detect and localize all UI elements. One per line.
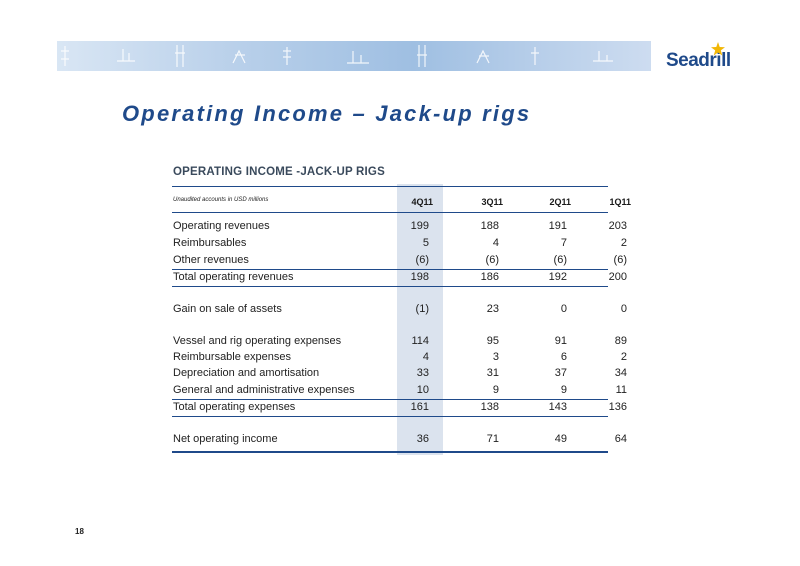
row-label: Depreciation and amortisation bbox=[173, 367, 320, 379]
table-title: OPERATING INCOME -JACK-UP RIGS bbox=[173, 166, 385, 178]
row-label: Gain on sale of assets bbox=[173, 303, 282, 315]
column-header-4q11: 4Q11 bbox=[411, 197, 433, 207]
cell-3q11: 3 bbox=[492, 351, 499, 363]
row-label: Total operating expenses bbox=[173, 401, 296, 413]
cell-2q11: 6 bbox=[560, 351, 567, 363]
cell-2q11: 191 bbox=[548, 220, 567, 232]
row-label: Operating revenues bbox=[173, 220, 270, 232]
table-row bbox=[173, 237, 627, 253]
cell-2q11: 37 bbox=[554, 367, 567, 379]
cell-1q11: (6) bbox=[613, 254, 627, 266]
table-row bbox=[173, 254, 627, 270]
cell-4q11: 36 bbox=[416, 433, 429, 445]
cell-2q11: 9 bbox=[560, 384, 567, 396]
header-banner-image bbox=[57, 41, 651, 71]
subtotal-bottom-rule bbox=[172, 416, 608, 417]
seadrill-logo bbox=[662, 44, 742, 74]
cell-2q11: 49 bbox=[554, 433, 567, 445]
cell-2q11: 7 bbox=[560, 237, 567, 249]
cell-3q11: 188 bbox=[480, 220, 499, 232]
cell-2q11: 192 bbox=[548, 271, 567, 283]
table-top-rule bbox=[172, 186, 608, 187]
table-unit-note: Unaudited accounts in USD millions bbox=[173, 197, 269, 203]
cell-1q11: 2 bbox=[620, 237, 627, 249]
row-label: Net operating income bbox=[173, 433, 278, 445]
table-row-total bbox=[173, 433, 627, 449]
table-row bbox=[173, 367, 627, 383]
cell-3q11: 138 bbox=[480, 401, 499, 413]
cell-1q11: 0 bbox=[620, 303, 627, 315]
cell-4q11: (6) bbox=[415, 254, 429, 266]
cell-3q11: (6) bbox=[485, 254, 499, 266]
cell-1q11: 203 bbox=[608, 220, 627, 232]
cell-1q11: 89 bbox=[614, 335, 627, 347]
cell-4q11: 114 bbox=[411, 335, 429, 347]
row-label: Reimbursables bbox=[173, 237, 247, 249]
subtotal-rule bbox=[172, 399, 608, 400]
cell-1q11: 34 bbox=[614, 367, 627, 379]
table-row bbox=[173, 384, 627, 400]
column-header-1q11: 1Q11 bbox=[609, 197, 631, 207]
table-row bbox=[173, 335, 627, 351]
cell-4q11: 199 bbox=[410, 220, 429, 232]
star-icon bbox=[711, 42, 725, 56]
cell-4q11: 33 bbox=[416, 367, 429, 379]
cell-4q11: 4 bbox=[422, 351, 429, 363]
cell-4q11: 198 bbox=[410, 271, 429, 283]
cell-4q11: 5 bbox=[422, 237, 429, 249]
cell-3q11: 9 bbox=[492, 384, 499, 396]
cell-3q11: 23 bbox=[486, 303, 499, 315]
page-title: Operating Income – Jack-up rigs bbox=[122, 101, 532, 126]
column-header-2q11: 2Q11 bbox=[549, 197, 571, 207]
table-row bbox=[173, 351, 627, 367]
subtotal-rule bbox=[172, 269, 608, 270]
header-rule bbox=[172, 212, 608, 213]
cell-3q11: 71 bbox=[486, 433, 499, 445]
cell-2q11: (6) bbox=[553, 254, 567, 266]
subtotal-bottom-rule bbox=[172, 286, 608, 287]
row-label: Other revenues bbox=[173, 254, 249, 266]
cell-3q11: 31 bbox=[486, 367, 499, 379]
row-label: Total operating revenues bbox=[173, 271, 294, 283]
row-label: Vessel and rig operating expenses bbox=[173, 335, 342, 347]
cell-2q11: 0 bbox=[560, 303, 567, 315]
table-row-subtotal bbox=[173, 271, 627, 287]
cell-1q11: 136 bbox=[608, 401, 627, 413]
logo-text: Seadrill bbox=[666, 50, 731, 71]
cell-3q11: 95 bbox=[486, 335, 499, 347]
page-number: 18 bbox=[75, 527, 84, 536]
table-row bbox=[173, 303, 627, 319]
cell-1q11: 64 bbox=[614, 433, 627, 445]
cell-3q11: 4 bbox=[492, 237, 499, 249]
cell-3q11: 186 bbox=[480, 271, 499, 283]
row-label: General and administrative expenses bbox=[173, 384, 355, 396]
cell-4q11: 10 bbox=[416, 384, 429, 396]
cell-1q11: 200 bbox=[608, 271, 627, 283]
cell-1q11: 11 bbox=[615, 384, 627, 396]
cell-1q11: 2 bbox=[620, 351, 627, 363]
row-label: Reimbursable expenses bbox=[173, 351, 292, 363]
table-bottom-rule bbox=[172, 451, 608, 453]
cell-2q11: 143 bbox=[548, 401, 567, 413]
cell-4q11: 161 bbox=[410, 401, 429, 413]
cell-2q11: 91 bbox=[554, 335, 567, 347]
cell-4q11: (1) bbox=[415, 303, 429, 315]
table-row bbox=[173, 220, 627, 236]
column-header-3q11: 3Q11 bbox=[481, 197, 503, 207]
table-row-subtotal bbox=[173, 401, 627, 417]
